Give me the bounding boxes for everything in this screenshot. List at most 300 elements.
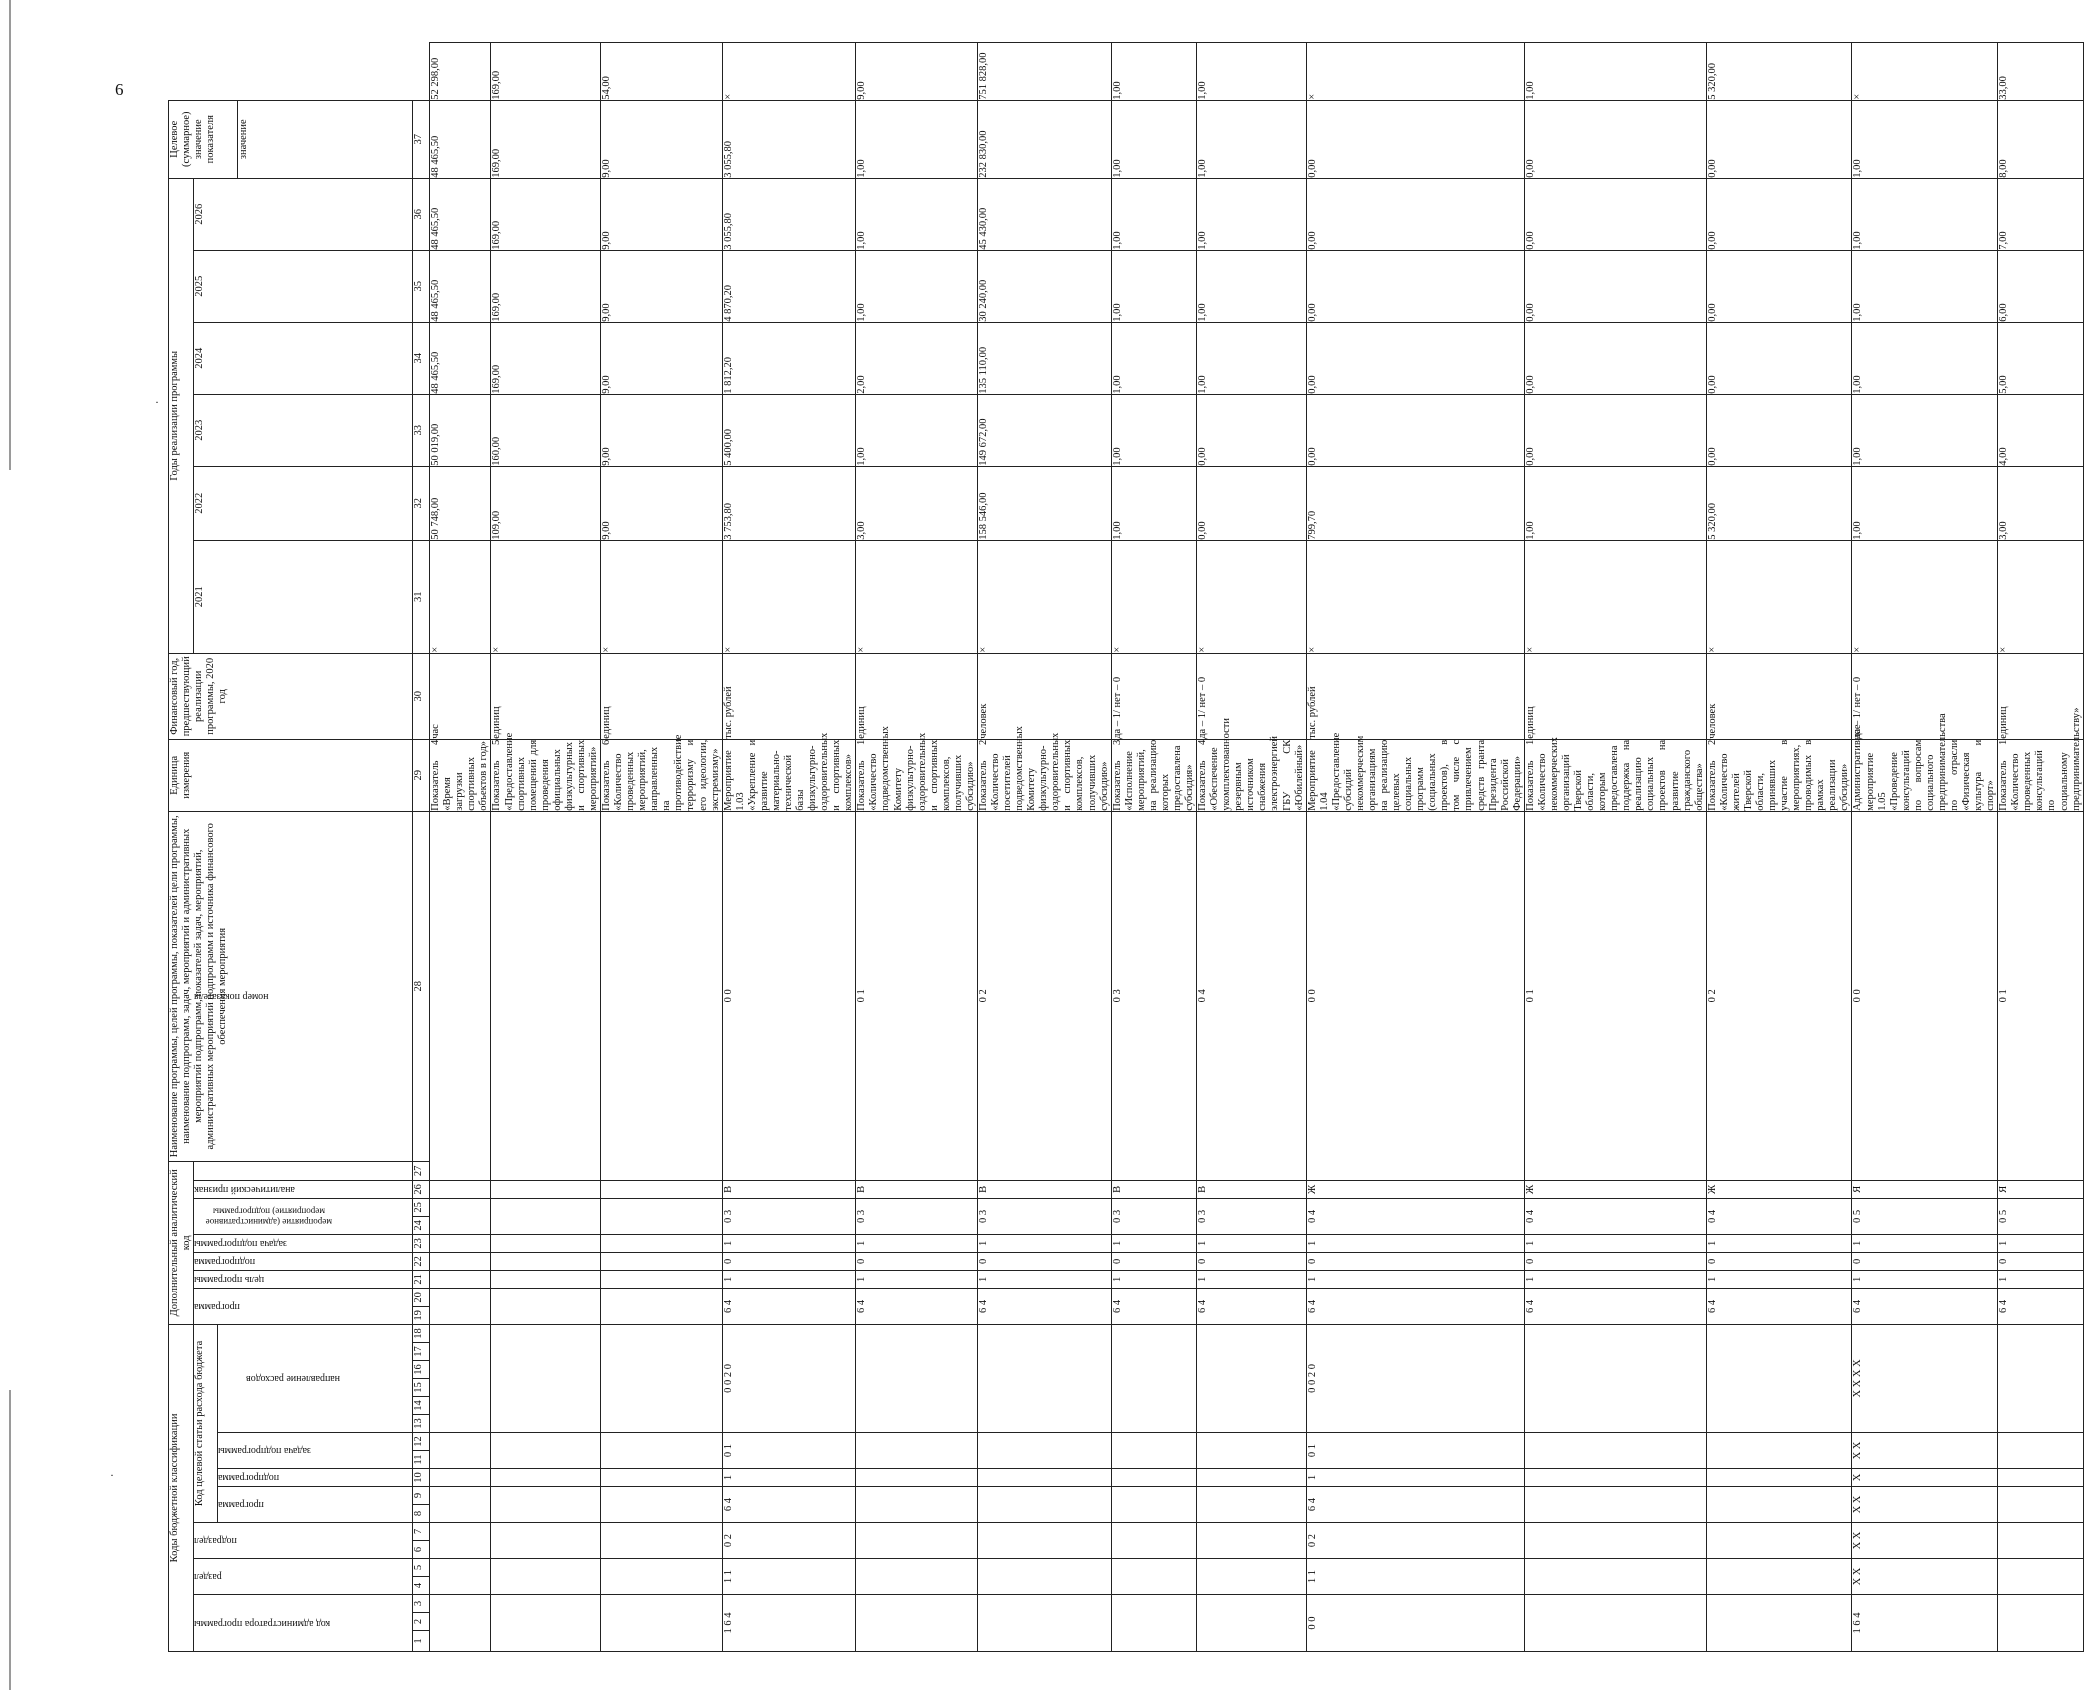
table-row	[722, 43, 856, 1652]
row-target-value: 1,00	[1197, 43, 1307, 101]
code-num: 0 2	[977, 811, 1111, 1180]
header-analytic-sign: аналитический признак	[194, 1184, 296, 1196]
row-fin-year: ×	[601, 540, 723, 653]
code-aprog: 6 4	[1111, 1288, 1196, 1324]
row-year-value: 1,00	[1197, 250, 1307, 322]
row-fin-year: ×	[722, 540, 856, 653]
column-number: 11	[413, 1451, 430, 1469]
code-asub: 0	[722, 1252, 856, 1270]
row-name: Показатель 2 «Количество посетителей подведомственных Комитету физкультурно-оздоровительных и спортивных комплексов, получивших субсидию»	[977, 726, 1110, 811]
header-year-2022: 2022	[194, 466, 413, 540]
table-row	[1197, 43, 1307, 1652]
code-section	[601, 1559, 723, 1595]
code-subp	[491, 1469, 601, 1487]
row-target-value: ×	[1306, 43, 1524, 101]
row-year-value: 8,00	[1998, 100, 2083, 178]
column-number: 3	[413, 1595, 430, 1613]
row-target-value: 54,00	[601, 43, 723, 101]
code-asub	[491, 1252, 601, 1270]
column-number: 37	[413, 100, 430, 178]
row-year-value: 0,00	[1706, 394, 1852, 466]
code-section	[1706, 1559, 1852, 1595]
code-atask: 1	[1524, 1234, 1706, 1252]
code-atask: 1	[1306, 1234, 1524, 1252]
row-year-value: 1,00	[1111, 322, 1196, 394]
column-number: 1	[413, 1631, 430, 1652]
code-goal: 1	[1524, 1270, 1706, 1288]
row-year-value: 9,00	[601, 394, 723, 466]
row-unit: единиц	[601, 653, 723, 739]
code-subsec: X X	[1852, 1523, 1998, 1559]
row-year-value: 1,00	[1524, 466, 1706, 540]
code-goal: 1	[1852, 1270, 1998, 1288]
row-unit: человек	[977, 653, 1111, 739]
row-year-value: 0,00	[1306, 250, 1524, 322]
code-num	[601, 811, 723, 1180]
code-event: 0 5	[1998, 1198, 2083, 1234]
code-section: 1 1	[722, 1559, 856, 1595]
row-year-value: 30 240,00	[977, 250, 1111, 322]
code-section: 1 1	[1306, 1559, 1524, 1595]
column-number: 29	[413, 739, 430, 811]
row-year-value: 0,00	[1306, 322, 1524, 394]
code-dir	[491, 1324, 601, 1432]
column-number: 6	[413, 1541, 430, 1559]
code-atask: 1	[1998, 1234, 2083, 1252]
code-task	[1706, 1433, 1852, 1469]
code-task	[601, 1433, 723, 1469]
row-name: Мероприятие 1.03 «Укрепление и развитие материально-технической базы физкультурно-оздоровительных и спортивных комплексов»	[722, 732, 855, 811]
header-budget-codes: Коды бюджетной классификации	[169, 1324, 194, 1651]
code-prog	[1706, 1487, 1852, 1523]
header-extra-program: программа	[194, 1301, 241, 1313]
code-asub: 0	[856, 1252, 978, 1270]
row-year-value: 5 400,00	[722, 394, 856, 466]
code-prog	[1998, 1487, 2083, 1523]
header-subprogram: подпрограмма	[218, 1472, 280, 1484]
code-asub	[601, 1252, 723, 1270]
row-target-value: ×	[1852, 43, 1998, 101]
code-subsec: 0 2	[722, 1523, 856, 1559]
row-year-value: 149 672,00	[977, 394, 1111, 466]
row-name: Показатель 1 «Количество проведенных консультаций по социальному предпринимательству»	[1998, 707, 2082, 811]
row-year-value: 160,00	[491, 394, 601, 466]
row-year-value: 169,00	[491, 178, 601, 250]
code-event: 0 3	[977, 1198, 1111, 1234]
code-goal: 1	[977, 1270, 1111, 1288]
code-admin	[491, 1595, 601, 1652]
row-year-value: 1,00	[1111, 100, 1196, 178]
code-sign	[430, 1180, 491, 1198]
row-year-value: 3,00	[1998, 466, 2083, 540]
row-year-value: 9,00	[601, 466, 723, 540]
header-expense-direction: направление расходов	[246, 1373, 341, 1385]
code-admin	[430, 1595, 491, 1652]
row-year-value: 2,00	[856, 322, 978, 394]
code-admin: 0 0	[1306, 1595, 1524, 1652]
row-year-value: 1,00	[1852, 100, 1998, 178]
column-number: 17	[413, 1343, 430, 1361]
code-admin: 1 6 4	[1852, 1595, 1998, 1652]
scan-edge-line	[9, 1390, 11, 1690]
code-aprog	[601, 1288, 723, 1324]
table-body	[430, 43, 2084, 1652]
code-sign: В	[722, 1180, 856, 1198]
code-admin	[1998, 1595, 2083, 1652]
row-year-value: 5 320,00	[1706, 466, 1852, 540]
row-year-value: 0,00	[1306, 100, 1524, 178]
row-target-value: 52 298,00	[430, 43, 491, 101]
code-aprog: 6 4	[1998, 1288, 2083, 1324]
code-subp: X	[1852, 1469, 1998, 1487]
row-year-value: 0,00	[1706, 178, 1852, 250]
code-admin	[601, 1595, 723, 1652]
code-subp	[856, 1469, 978, 1487]
code-dir	[1706, 1324, 1852, 1432]
code-section	[491, 1559, 601, 1595]
code-atask: 1	[722, 1234, 856, 1252]
row-name: Показатель 5 «Предоставление спортивных помещений для проведения официальных физкультурных и спортивных мероприятий»	[491, 732, 599, 811]
table-row	[1706, 43, 1852, 1652]
code-sign: В	[856, 1180, 978, 1198]
row-year-value: 9,00	[601, 100, 723, 178]
row-year-value: 7,00	[1998, 178, 2083, 250]
code-sign	[491, 1180, 601, 1198]
row-year-value: 1,00	[1197, 322, 1307, 394]
code-prog	[977, 1487, 1111, 1523]
row-year-value: 109,00	[491, 466, 601, 540]
code-num: 0 0	[722, 811, 856, 1180]
row-year-value: 0,00	[1197, 466, 1307, 540]
code-dir: 0 0 2 0	[722, 1324, 856, 1432]
table-row	[491, 43, 601, 1652]
code-num: 0 0	[1852, 811, 1998, 1180]
row-year-value: 3 055,80	[722, 178, 856, 250]
row-unit: да – 1/ нет – 0	[1111, 653, 1196, 739]
code-prog: 6 4	[1306, 1487, 1524, 1523]
code-sign: Ж	[1306, 1180, 1524, 1198]
row-fin-year: ×	[1111, 540, 1196, 653]
row-unit: час	[430, 653, 491, 739]
code-event: 0 4	[1306, 1198, 1524, 1234]
code-sign: В	[977, 1180, 1111, 1198]
table-row	[1111, 43, 1196, 1652]
row-year-value: 48 465,50	[430, 100, 491, 178]
code-subsec	[856, 1523, 978, 1559]
column-number: 7	[413, 1523, 430, 1541]
rotated-table-wrapper	[168, 42, 2082, 1652]
column-number: 15	[413, 1379, 430, 1397]
code-asub	[430, 1252, 491, 1270]
column-number: 19	[413, 1306, 430, 1324]
header-target-article: Код целевой статьи расхода бюджета	[194, 1324, 218, 1522]
column-number: 23	[413, 1234, 430, 1252]
header-year-2025: 2025	[194, 250, 413, 322]
header-target: Целевое (суммарное) значение показателя	[169, 100, 238, 178]
column-number: 35	[413, 250, 430, 322]
row-fin-year: ×	[1706, 540, 1852, 653]
row-name: Показатель 2 «Количество жителей Тверской области, принявших участие в мероприятиях, проводимых в рамках реализации субсидии»	[1706, 739, 1851, 811]
row-fin-year: ×	[1852, 540, 1998, 653]
row-year-value: 50 748,00	[430, 466, 491, 540]
code-num: 0 1	[1524, 811, 1706, 1180]
row-year-value: 1,00	[1111, 250, 1196, 322]
column-number: 8	[413, 1505, 430, 1523]
row-unit: единиц	[856, 653, 978, 739]
column-number: 10	[413, 1469, 430, 1487]
code-num: 0 1	[856, 811, 978, 1180]
code-section	[977, 1559, 1111, 1595]
row-year-value: 0,00	[1706, 322, 1852, 394]
code-prog	[430, 1487, 491, 1523]
row-fin-year: ×	[856, 540, 978, 653]
column-number: 12	[413, 1433, 430, 1451]
code-subp	[977, 1469, 1111, 1487]
row-year-value: 1,00	[1111, 466, 1196, 540]
row-year-value: 0,00	[1524, 250, 1706, 322]
row-year-value: 0,00	[1197, 394, 1307, 466]
code-admin	[1706, 1595, 1852, 1652]
scan-speck: ·	[110, 1468, 114, 1482]
column-number: 22	[413, 1252, 430, 1270]
code-prog	[1197, 1487, 1307, 1523]
code-sign: В	[1197, 1180, 1307, 1198]
code-sign: Ж	[1706, 1180, 1852, 1198]
code-event: 0 4	[1524, 1198, 1706, 1234]
row-year-value: 1,00	[856, 394, 978, 466]
code-task	[856, 1433, 978, 1469]
code-sign: В	[1111, 1180, 1196, 1198]
row-fin-year: ×	[1998, 540, 2083, 653]
row-fin-year: ×	[1524, 540, 1706, 653]
header-admin-code: код администратора программы	[194, 1617, 331, 1629]
row-name: Административное мероприятие 1.05 «Проведение консультаций по вопросам социального предпринимательства по отрасли «Физическая культура и спорт»	[1852, 713, 1997, 811]
row-year-value: 50 019,00	[430, 394, 491, 466]
code-section	[856, 1559, 978, 1595]
code-asub: 0	[1706, 1252, 1852, 1270]
row-year-value: 9,00	[601, 178, 723, 250]
column-number: 32	[413, 466, 430, 540]
code-num: 0 1	[1998, 811, 2083, 1180]
row-year-value: 48 465,50	[430, 322, 491, 394]
code-prog	[491, 1487, 601, 1523]
row-fin-year: ×	[1197, 540, 1307, 653]
code-admin	[1111, 1595, 1196, 1652]
code-goal: 1	[722, 1270, 856, 1288]
code-section	[1111, 1559, 1196, 1595]
code-atask	[430, 1234, 491, 1252]
code-dir	[1197, 1324, 1307, 1432]
code-event: 0 3	[856, 1198, 978, 1234]
code-subp	[1998, 1469, 2083, 1487]
table-row	[1852, 43, 1998, 1652]
code-goal: 1	[1197, 1270, 1307, 1288]
code-subsec	[1111, 1523, 1196, 1559]
header-year-2024: 2024	[194, 322, 413, 394]
column-number: 4	[413, 1577, 430, 1595]
code-dir	[430, 1324, 491, 1432]
header-years: Годы реализации программы	[169, 178, 194, 653]
code-atask: 1	[1852, 1234, 1998, 1252]
code-goal: 1	[1111, 1270, 1196, 1288]
column-number: 28	[413, 811, 430, 1161]
column-number: 24	[413, 1216, 430, 1234]
code-task	[1998, 1433, 2083, 1469]
row-year-value: 1,00	[1197, 100, 1307, 178]
code-event: 0 3	[1197, 1198, 1307, 1234]
row-fin-year: ×	[977, 540, 1111, 653]
code-atask	[601, 1234, 723, 1252]
row-name: Показатель 4 «Время загрузки спортивных объектов в год»	[430, 739, 490, 811]
code-dir	[1524, 1324, 1706, 1432]
row-unit: единиц	[1998, 653, 2083, 739]
row-year-value: 1,00	[1111, 394, 1196, 466]
code-subsec	[601, 1523, 723, 1559]
code-prog: X X	[1852, 1487, 1998, 1523]
row-year-value: 9,00	[601, 250, 723, 322]
code-subp: 1	[722, 1469, 856, 1487]
table-row	[430, 43, 491, 1652]
code-task: 0 1	[722, 1433, 856, 1469]
header-extra-subprogram: подпрограмма	[194, 1256, 256, 1268]
row-year-value: 6,00	[1998, 250, 2083, 322]
code-event: 0 3	[722, 1198, 856, 1234]
code-subsec	[977, 1523, 1111, 1559]
code-dir: X X X X	[1852, 1324, 1998, 1432]
header-program: программа	[218, 1499, 265, 1511]
code-aprog	[430, 1288, 491, 1324]
row-fin-year: ×	[430, 540, 491, 653]
row-target-value: 1,00	[1524, 43, 1706, 101]
header-year-2023: 2023	[194, 394, 413, 466]
code-subp	[430, 1469, 491, 1487]
row-year-value: 48 465,50	[430, 250, 491, 322]
column-number: 34	[413, 322, 430, 394]
code-aprog: 6 4	[1524, 1288, 1706, 1324]
row-target-value: 9,00	[856, 43, 978, 101]
code-atask: 1	[977, 1234, 1111, 1252]
header-subprogram-task: задача подпрограммы	[218, 1445, 312, 1457]
code-goal: 1	[1306, 1270, 1524, 1288]
code-atask: 1	[1111, 1234, 1196, 1252]
row-year-value: 0,00	[1524, 178, 1706, 250]
row-year-value: 1,00	[1111, 178, 1196, 250]
header-extra-task: задача подпрограммы	[194, 1238, 288, 1250]
code-aprog: 6 4	[856, 1288, 978, 1324]
row-name: Показатель 1 «Количество подведомственных Комитету физкультурно-оздоровительных и спортивных комплексов, получивших субсидию»	[856, 726, 976, 811]
row-unit: единиц	[491, 653, 601, 739]
row-name: Мероприятие 1.04 «Предоставление субсидий некоммерческим организациям на реализацию целевых социальных программ (социальных проектов), в том числе с привлечением средств гранта Президента Российской Федерации»	[1306, 732, 1523, 811]
code-goal	[601, 1270, 723, 1288]
code-num: 0 4	[1197, 811, 1307, 1180]
column-number: 13	[413, 1415, 430, 1433]
row-year-value: 3 753,80	[722, 466, 856, 540]
row-year-value: 1 812,20	[722, 322, 856, 394]
row-name: Показатель 4 «Обеспечение укомплектованности резервным источником снабжения электроэнергией ГБУ СК «Юбилейный»	[1197, 717, 1305, 811]
row-year-value: 158 546,00	[977, 466, 1111, 540]
code-atask	[491, 1234, 601, 1252]
code-num: 0 0	[1306, 811, 1524, 1180]
code-atask: 1	[1197, 1234, 1307, 1252]
code-aprog: 6 4	[722, 1288, 856, 1324]
code-aprog: 6 4	[977, 1288, 1111, 1324]
code-subsec	[430, 1523, 491, 1559]
row-year-value: 5,00	[1998, 322, 2083, 394]
code-subp	[1524, 1469, 1706, 1487]
row-name: Показатель 6 «Количество проведенных мероприятий, направленных на противодействие терроризму и его идеологии, экстремизму»	[601, 734, 721, 811]
code-sign: Я	[1998, 1180, 2083, 1198]
table-row	[1306, 43, 1524, 1652]
row-year-value: 0,00	[1524, 394, 1706, 466]
row-unit: да – 1/ нет – 0	[1852, 653, 1998, 739]
table-row	[1998, 43, 2083, 1652]
code-task	[1111, 1433, 1196, 1469]
header-event-admin: мероприятие (административное мероприятие) подпрограммы	[205, 1206, 333, 1227]
code-prog	[1111, 1487, 1196, 1523]
code-task	[491, 1433, 601, 1469]
row-year-value: 3,00	[856, 466, 978, 540]
code-prog: 6 4	[722, 1487, 856, 1523]
row-unit: да – 1/ нет – 0	[1197, 653, 1307, 739]
code-num: 0 2	[1706, 811, 1852, 1180]
scan-speck: ·	[155, 395, 159, 409]
column-number: 9	[413, 1487, 430, 1505]
code-dir	[1998, 1324, 2083, 1432]
row-year-value: 1,00	[856, 250, 978, 322]
row-year-value: 0,00	[1306, 394, 1524, 466]
code-sign	[601, 1180, 723, 1198]
code-sign: Я	[1852, 1180, 1998, 1198]
row-year-value: 1,00	[1852, 322, 1998, 394]
code-event	[491, 1198, 601, 1234]
row-year-value: 169,00	[491, 250, 601, 322]
code-task	[430, 1433, 491, 1469]
row-year-value: 48 465,50	[430, 178, 491, 250]
code-goal	[491, 1270, 601, 1288]
code-task	[977, 1433, 1111, 1469]
program-table	[168, 42, 2084, 1652]
column-number: 26	[413, 1180, 430, 1198]
code-event	[601, 1198, 723, 1234]
code-aprog	[491, 1288, 601, 1324]
row-year-value: 1,00	[1852, 250, 1998, 322]
row-year-value: 232 830,00	[977, 100, 1111, 178]
row-name: Показатель 1 «Количество некоммерческих организаций Тверской области, которым предоставлена поддержка на реализацию социальных проектов на развитие гражданского общества»	[1524, 737, 1705, 811]
table-row	[977, 43, 1111, 1652]
row-year-value: 1,00	[1197, 178, 1307, 250]
header-section: раздел	[194, 1571, 222, 1583]
row-year-value: 799,70	[1306, 466, 1524, 540]
code-subsec: 0 2	[1306, 1523, 1524, 1559]
code-goal: 1	[856, 1270, 978, 1288]
code-subsec	[1197, 1523, 1307, 1559]
code-admin	[1197, 1595, 1307, 1652]
column-number: 31	[413, 540, 430, 653]
row-year-value: 0,00	[1706, 100, 1852, 178]
table-row	[1524, 43, 1706, 1652]
column-number: 18	[413, 1324, 430, 1342]
table-row	[601, 43, 723, 1652]
code-dir	[1111, 1324, 1196, 1432]
code-section	[1998, 1559, 2083, 1595]
row-unit: тыс. рублей	[1306, 653, 1524, 739]
code-num: 0 3	[1111, 811, 1196, 1180]
code-section	[1197, 1559, 1307, 1595]
row-year-value: 1,00	[856, 100, 978, 178]
column-number: 2	[413, 1613, 430, 1631]
code-aprog: 6 4	[1306, 1288, 1524, 1324]
row-target-value: 5 320,00	[1706, 43, 1852, 101]
